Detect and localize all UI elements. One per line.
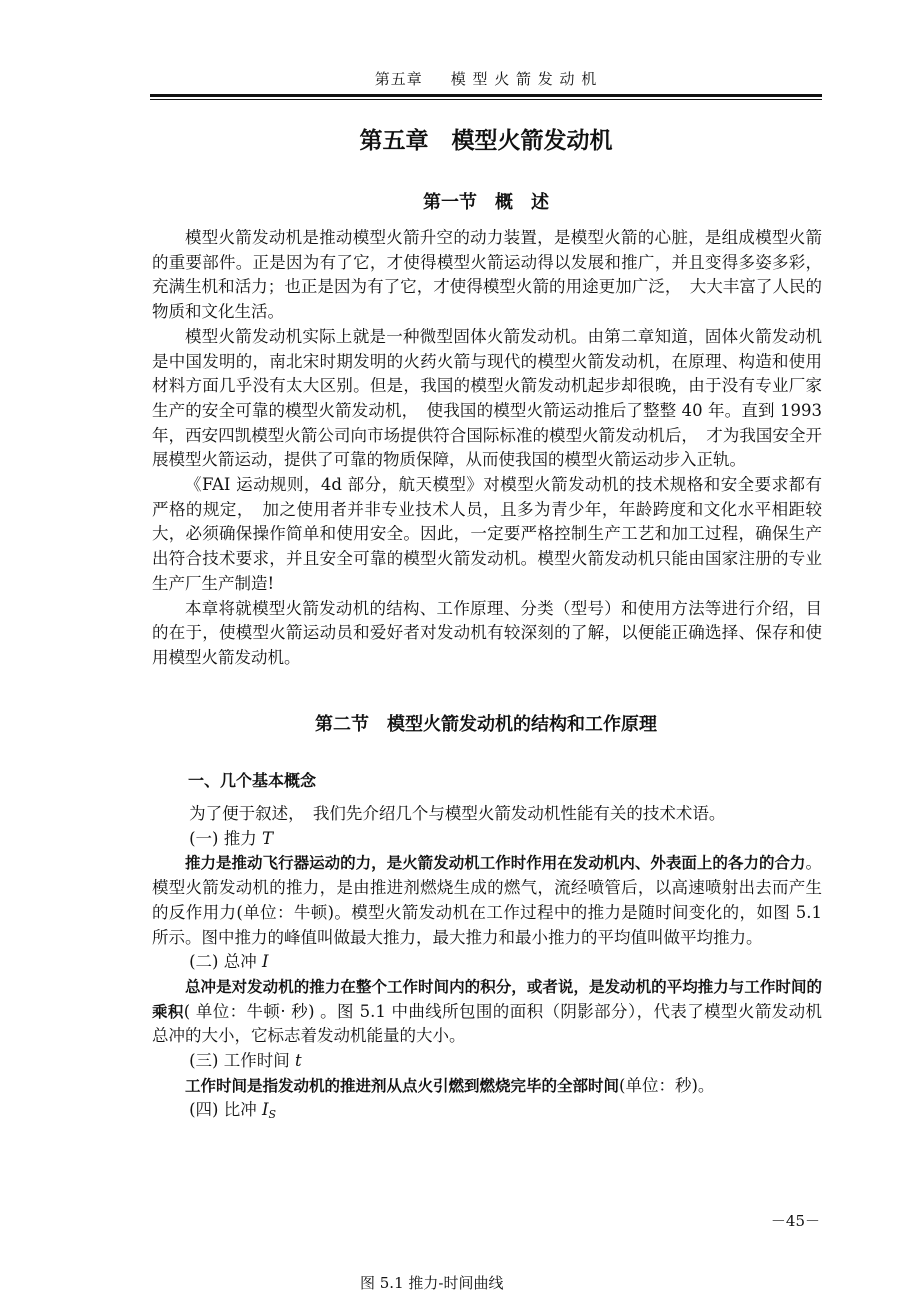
term-definition-thrust: 推力是推动飞行器运动的力，是火箭发动机工作时作用在发动机内、外表面上的各力的合力。模型火箭发动机的推力，是由推进剂燃烧生成的燃气，流经喷管后，以高速喷射出去而产生的反作用力(单位：牛顿)。模型火箭发动机在工作过程中的推力是随时间变化的，如图 5.1 所示。图中推力的峰值叫做最大推力，最大推力和最小推力的平均值叫做平均推力。 xyxy=(152,853,822,947)
term-heading-burn-time: (三) 工作时间 t xyxy=(189,1051,302,1071)
term-definition-burn-time: 工作时间是指发动机的推进剂从点火引燃到燃烧完毕的全部时间(单位：秒)。 xyxy=(185,1075,715,1095)
running-header-title: 模 型 火 箭 发 动 机 xyxy=(450,70,598,88)
paragraph: 模型火箭发动机实际上就是一种微型固体火箭发动机。由第二章知道，固体火箭发动机是中国发明的，南北宋时期发明的火药火箭与现代的模型火箭发动机，在原理、构造和使用材料方面几乎没有太大区别。但是，我国的模型火箭发动机起步却很晚，由于没有专业厂家生产的安全可靠的模型火箭发动机， 使我国的模型火箭运动推后了整整 40 年。直到 1993 年，西安四凯模型火箭公司向市场提供符合国际标准的模型火箭发动机后， 才为我国安全开展模型火箭运动，提供了可靠的物质保障，从而使我国的模型火箭运动步入正轨。 xyxy=(152,326,822,470)
figure-caption: 图 5.1 推力-时间曲线 xyxy=(360,1274,504,1292)
paragraph: 模型火箭发动机是推动模型火箭升空的动力装置，是模型火箭的心脏，是组成模型火箭的重要部件。正是因为有了它，才使得模型火箭运动得以发展和推广，并且变得多姿多彩，充满生机和活力；也正是因为有了它，才使得模型火箭的用途更加广泛， 大大丰富了人民的物质和文化生活。 xyxy=(152,228,822,322)
section-2-body xyxy=(152,802,822,1128)
term-heading-specific-impulse: (四) 比冲 $I_S$ xyxy=(189,1100,277,1122)
page-number: －45－ xyxy=(770,1212,820,1230)
running-header-chapter: 第五章 xyxy=(374,70,423,88)
intro-paragraph: 为了便于叙述， 我们先介绍几个与模型火箭发动机性能有关的技术术语。 xyxy=(189,804,726,823)
subsection-title: 一、几个基本概念 xyxy=(188,771,317,790)
paragraph: 本章将就模型火箭发动机的结构、工作原理、分类（型号）和使用方法等进行介绍，目的在于，使模型火箭运动员和爱好者对发动机有较深刻的了解，以便能正确选择、保存和使用模型火箭发动机。 xyxy=(152,598,822,667)
section-1-body xyxy=(152,226,822,671)
section-2-title: 第二节 模型火箭发动机的结构和工作原理 xyxy=(315,714,657,735)
section-1-title: 第一节 概 述 xyxy=(423,192,549,213)
running-header xyxy=(150,68,822,89)
paragraph: 《FAI 运动规则，4d 部分，航天模型》对模型火箭发动机的技术规格和安全要求都有严格的规定， 加之使用者并非专业技术人员，且多为青少年，年龄跨度和文化水平相距较大，必须确保操作简单和使用安全。因此，一定要严格控制生产工艺和加工过程，确保生产出符合技术要求，并且安全可靠的模型火箭发动机。模型火箭发动机只能由国家注册的专业生产厂生产制造! xyxy=(152,475,822,593)
term-definition-total-impulse: 总冲是对发动机的推力在整个工作时间内的积分，或者说，是发动机的平均推力与工作时间的乘积( 单位：牛顿· 秒) 。图 5.1 中曲线所包围的面积（阴影部分），代表了模型火箭发动机总冲的大小，它标志着发动机能量的大小。 xyxy=(152,977,822,1046)
header-rule-thick xyxy=(150,94,822,97)
chapter-title: 第五章 模型火箭发动机 xyxy=(359,128,613,154)
term-heading-thrust: (一) 推力 T xyxy=(189,828,274,848)
header-rule-thin xyxy=(150,99,822,100)
term-heading-total-impulse: (二) 总冲 I xyxy=(189,952,269,972)
